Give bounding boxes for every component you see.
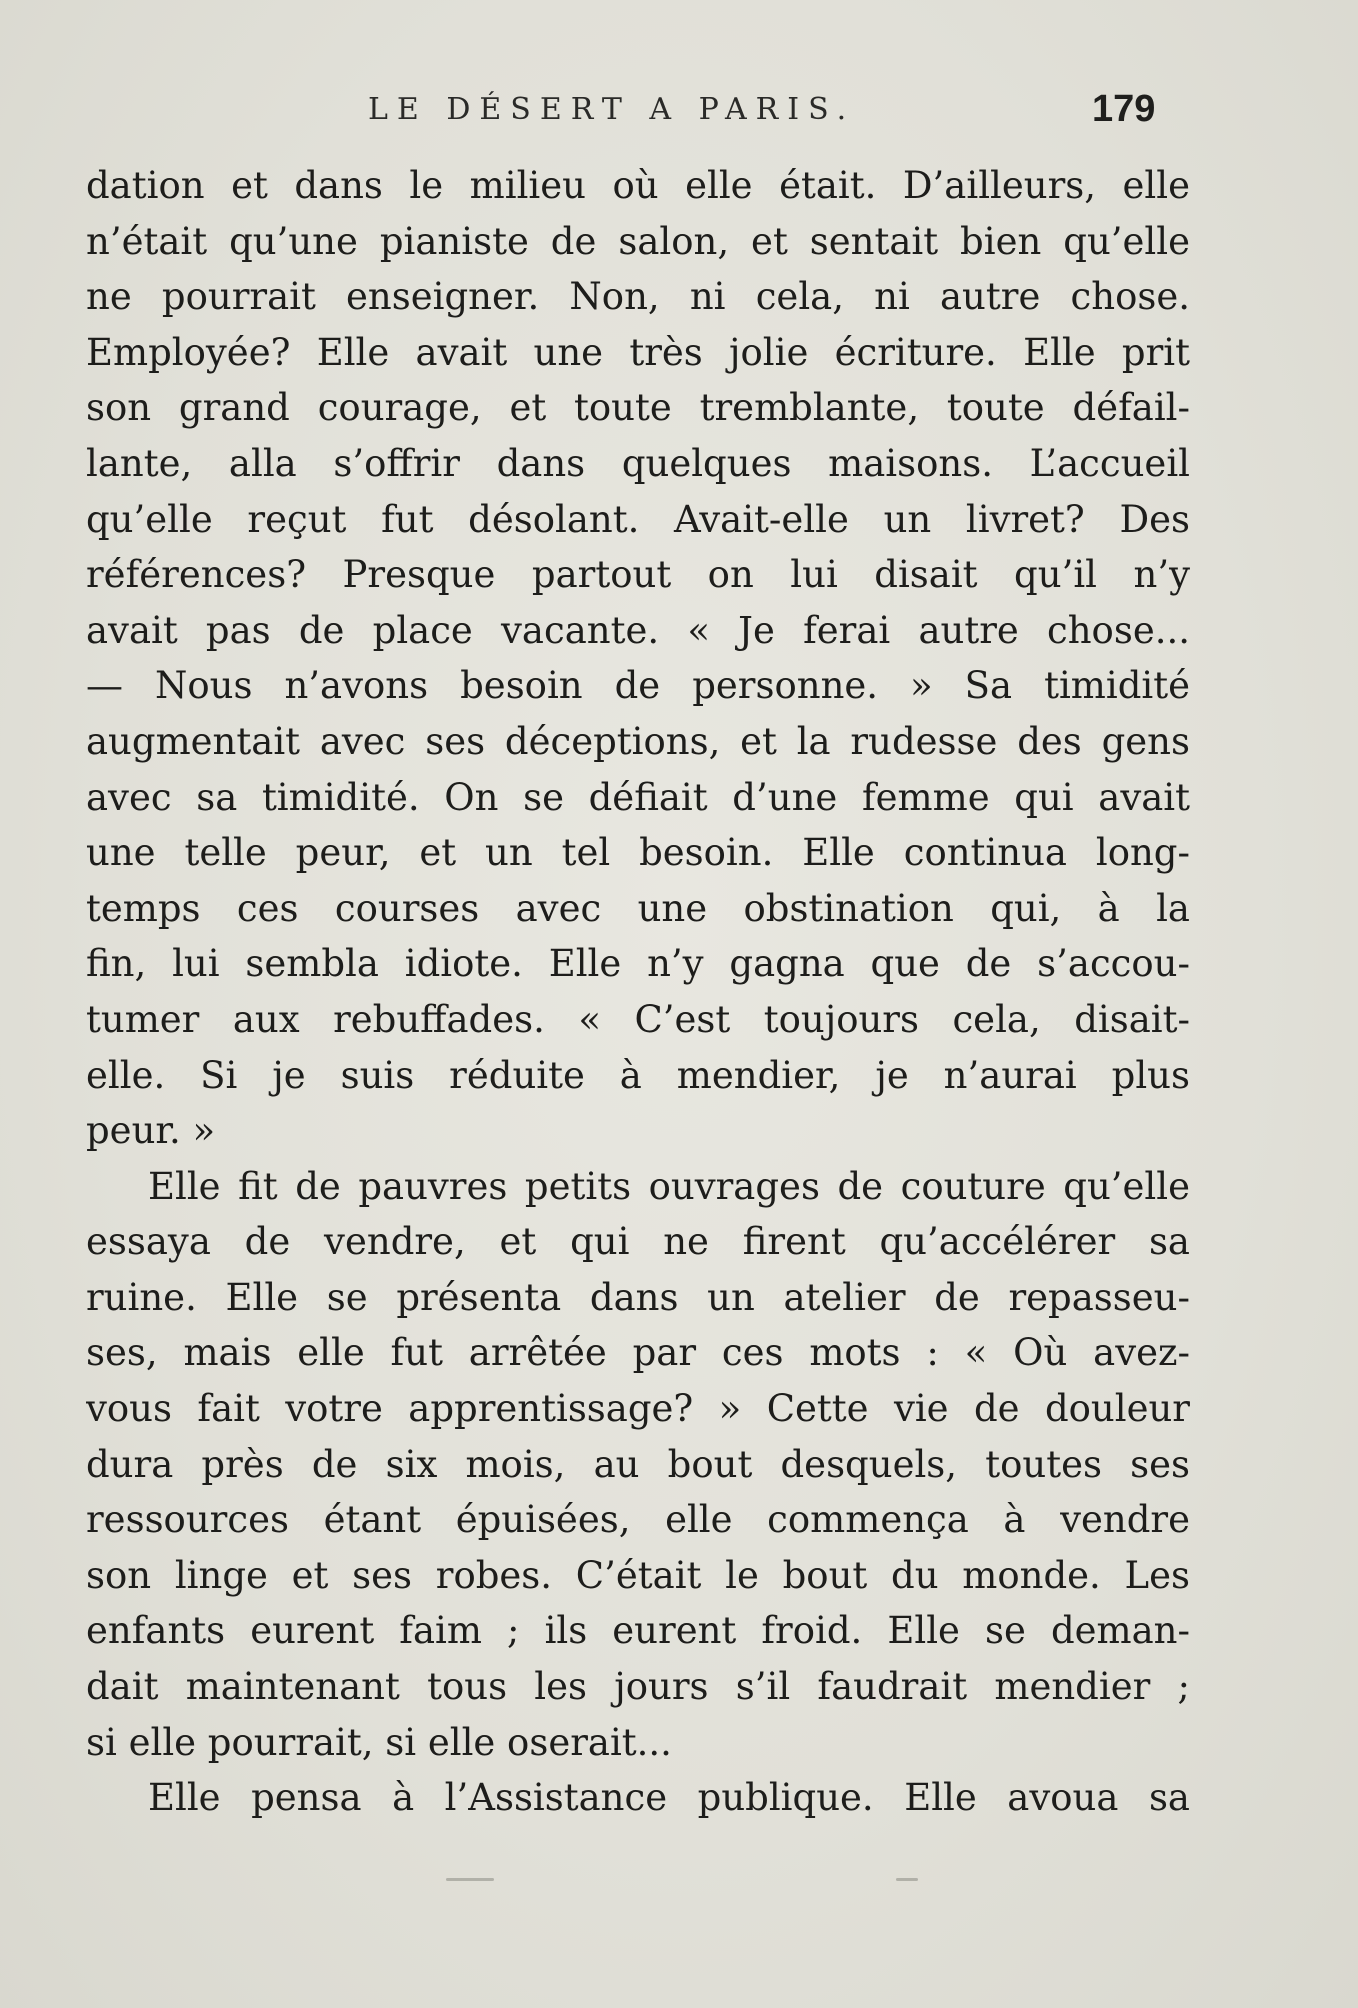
text-line: une telle peur, et un tel besoin. Elle continua long- xyxy=(86,831,1190,875)
text-line: enfants eurent faim ; ils eurent froid. Elle se deman- xyxy=(86,1609,1190,1653)
text-line: elle. Si je suis réduite à mendier, je n’aurai plus xyxy=(86,1053,1190,1097)
text-line: dura près de six mois, au bout desquels, toutes ses xyxy=(86,1442,1190,1486)
page-number: 179 xyxy=(1092,88,1156,130)
text-line: qu’elle reçut fut désolant. Avait-elle un livret? Des xyxy=(86,497,1190,541)
text-line: tumer aux rebuffades. « C’est toujours cela, disait- xyxy=(86,997,1190,1041)
body-text xyxy=(86,158,1190,1826)
text-line: temps ces courses avec une obstination qui, à la xyxy=(86,886,1190,930)
text-line: lante, alla s’offrir dans quelques maisons. L’accueil xyxy=(86,441,1190,485)
text-line: Elle pensa à l’Assistance publique. Elle avoua sa xyxy=(148,1776,1190,1820)
text-line: n’était qu’une pianiste de salon, et sentait bien qu’elle xyxy=(86,219,1190,263)
text-line: ses, mais elle fut arrêtée par ces mots : « Où avez- xyxy=(86,1331,1190,1375)
text-line: essaya de vendre, et qui ne firent qu’accélérer sa xyxy=(86,1220,1190,1264)
running-title: LE DÉSERT A PARIS. xyxy=(368,92,856,127)
text-line: augmentait avec ses déceptions, et la rudesse des gens xyxy=(86,719,1190,763)
print-smudge xyxy=(896,1878,918,1881)
text-line: Elle fit de pauvres petits ouvrages de couture qu’elle xyxy=(148,1164,1190,1208)
text-line: Employée? Elle avait une très jolie écriture. Elle prit xyxy=(86,330,1190,374)
text-line: si elle pourrait, si elle oserait... xyxy=(86,1720,672,1764)
running-head xyxy=(0,88,1358,142)
text-line: ruine. Elle se présenta dans un atelier de repasseu- xyxy=(86,1275,1190,1319)
text-line: ne pourrait enseigner. Non, ni cela, ni autre chose. xyxy=(86,275,1190,319)
text-line: avec sa timidité. On se défiait d’une femme qui avait xyxy=(86,775,1190,819)
text-line: fin, lui sembla idiote. Elle n’y gagna que de s’accou- xyxy=(86,942,1190,986)
text-line: son grand courage, et toute tremblante, toute défail- xyxy=(86,386,1190,430)
print-smudge xyxy=(446,1878,494,1881)
text-line: références? Presque partout on lui disait qu’il n’y xyxy=(86,553,1190,597)
text-line: ressources étant épuisées, elle commença à vendre xyxy=(86,1498,1190,1542)
text-line: dait maintenant tous les jours s’il faudrait mendier ; xyxy=(86,1665,1190,1709)
text-line: son linge et ses robes. C’était le bout du monde. Les xyxy=(86,1553,1190,1597)
text-line: avait pas de place vacante. « Je ferai autre chose... xyxy=(86,608,1190,652)
text-line: vous fait votre apprentissage? » Cette vie de douleur xyxy=(86,1387,1190,1431)
text-line: dation et dans le milieu où elle était. D’ailleurs, elle xyxy=(86,164,1190,207)
text-line: peur. » xyxy=(86,1109,216,1153)
text-line: — Nous n’avons besoin de personne. » Sa timidité xyxy=(86,664,1190,708)
